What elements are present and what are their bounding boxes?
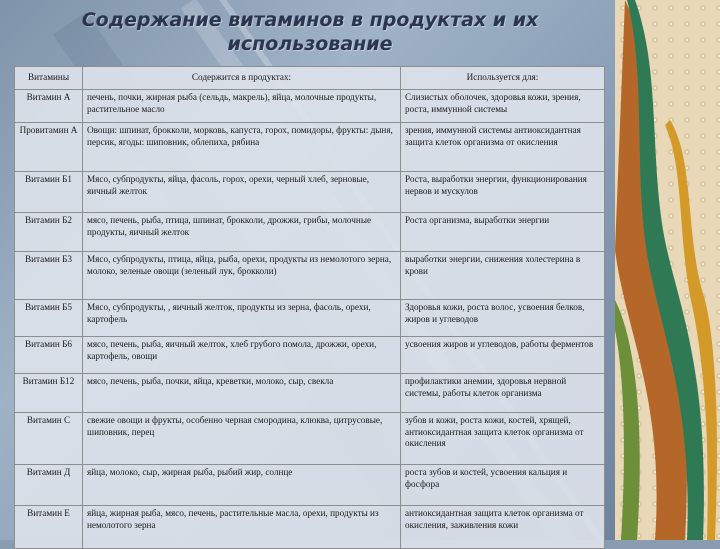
- products-cell: печень, почки, жирная рыба (сельдь, макрель), яйца, молочные продукты, растительное масло: [83, 90, 401, 123]
- use-cell: Здоровья кожи, роста волос, усвоения белков, жиров и углеводов: [401, 300, 605, 337]
- vitamin-cell: Витамин Б12: [15, 374, 83, 413]
- table-row: [15, 465, 605, 506]
- header-products: Содержится в продуктах:: [83, 67, 401, 90]
- table-row: [15, 300, 605, 337]
- products-cell: мясо, печень, рыба, почки, яйца, креветки, молоко, сыр, свекла: [83, 374, 401, 413]
- vitamin-cell: Витамин С: [15, 413, 83, 465]
- decorative-leaf-graphic: [615, 0, 720, 540]
- use-cell: профилактики анемии, здоровья нервной системы, работы клеток организма: [401, 374, 605, 413]
- products-cell: свежие овощи и фрукты, особенно черная смородина, клюква, цитрусовые, шиповник, перец: [83, 413, 401, 465]
- vitamin-cell: Витамин Б2: [15, 213, 83, 252]
- use-cell: зрения, иммунной системы антиоксидантная защита клеток организма от окисления: [401, 123, 605, 172]
- products-cell: яйца, жирная рыба, мясо, печень, растительные масла, орехи, продукты из немолотого зерна: [83, 506, 401, 549]
- table-row: [15, 374, 605, 413]
- products-cell: Овощи: шпинат, брокколи, морковь, капуста, горох, помидоры, фрукты: дыня, персик, ягоды: шиповник, облепиха, рябина: [83, 123, 401, 172]
- use-cell: роста зубов и костей, усвоения кальция и фосфора: [401, 465, 605, 506]
- use-cell: Слизистых оболочек, здоровья кожи, зрения, роста, иммунной системы: [401, 90, 605, 123]
- vitamin-cell: Витамин Б5: [15, 300, 83, 337]
- vitamin-cell: Витамин Д: [15, 465, 83, 506]
- use-cell: выработки энергии, снижения холестерина в крови: [401, 252, 605, 300]
- table-row: [15, 90, 605, 123]
- products-cell: Мясо, субпродукты, яйца, фасоль, горох, орехи, черный хлеб, зерновые, яичный желток: [83, 172, 401, 213]
- use-cell: Роста, выработки энергии, функционирования нервов и мускулов: [401, 172, 605, 213]
- table-header-row: [15, 67, 605, 90]
- table-row: [15, 506, 605, 549]
- use-cell: зубов и кожи, роста кожи, костей, хрящей, антиоксидантная защита клеток организма от окисления: [401, 413, 605, 465]
- table-row: [15, 123, 605, 172]
- products-cell: мясо, печень, рыба, птица, шпинат, брокколи, дрожжи, грибы, молочные продукты, яичный желток: [83, 213, 401, 252]
- products-cell: Мясо, субпродукты, , яичный желток, продукты из зерна, фасоль, орехи, картофель: [83, 300, 401, 337]
- vitamin-cell: Витамин Б3: [15, 252, 83, 300]
- use-cell: усвоения жиров и углеводов, работы ферментов: [401, 337, 605, 374]
- products-cell: мясо, печень, рыба, яичный желток, хлеб грубого помола, дрожжи, орехи, картофель, овощи: [83, 337, 401, 374]
- header-vitamins: Витамины: [15, 67, 83, 90]
- table-row: [15, 413, 605, 465]
- use-cell: антиоксидантная защита клеток организма от окисления, заживления кожи: [401, 506, 605, 549]
- slide-title: Содержание витаминов в продуктах и их использование: [81, 9, 539, 55]
- table-row: [15, 213, 605, 252]
- products-cell: яйца, молоко, сыр, жирная рыба, рыбий жир, солнце: [83, 465, 401, 506]
- use-cell: Роста организма, выработки энергии: [401, 213, 605, 252]
- vitamin-cell: Провитамин А: [15, 123, 83, 172]
- decorative-side-panel: [615, 0, 720, 540]
- products-cell: Мясо, субпродукты, птица, яйца, рыба, орехи, продукты из немолотого зерна, молоко, зеленые овощи (зеленый лук, брокколи): [83, 252, 401, 300]
- table-row: [15, 252, 605, 300]
- vitamin-cell: Витамин Е: [15, 506, 83, 549]
- table-row: [15, 172, 605, 213]
- table-row: [15, 337, 605, 374]
- header-use: Используется для:: [401, 67, 605, 90]
- vitamin-cell: Витамин Б6: [15, 337, 83, 374]
- vitamin-cell: Витамин Б1: [15, 172, 83, 213]
- vitamin-cell: Витамин А: [15, 90, 83, 123]
- vitamins-table: [14, 66, 605, 549]
